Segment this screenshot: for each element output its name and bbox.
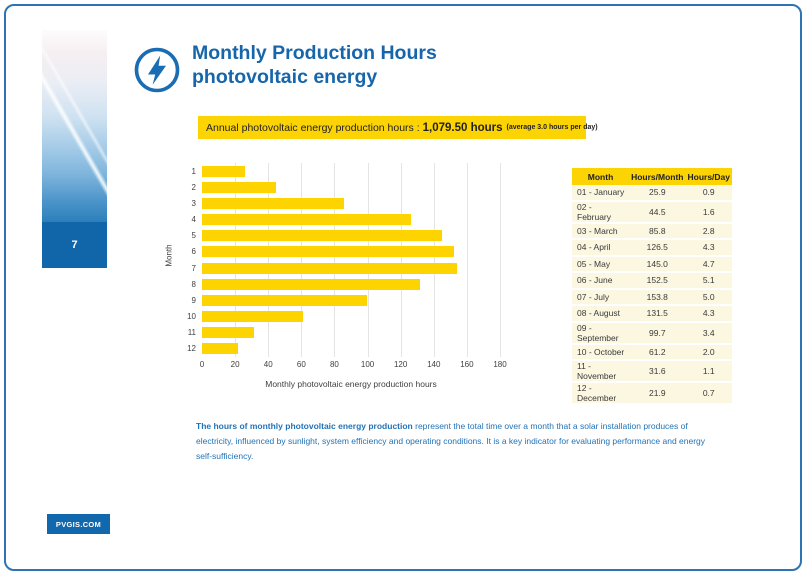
- bar-row: [202, 212, 500, 228]
- x-tick-label: 120: [393, 360, 408, 369]
- table-row: [572, 185, 732, 201]
- table-row: [572, 201, 732, 223]
- y-tick-label: 11: [187, 328, 196, 338]
- y-tick-label: 5: [191, 231, 196, 241]
- table-cell: 131.5: [629, 305, 685, 322]
- table-cell: 0.7: [685, 382, 732, 404]
- y-tick-label: 8: [191, 279, 196, 289]
- table-body: [572, 185, 732, 404]
- table-cell: 126.5: [629, 239, 685, 256]
- bar-row: [202, 163, 500, 179]
- description-bold: The hours of monthly photovoltaic energy production: [196, 421, 413, 431]
- monthly-production-table: [572, 168, 732, 405]
- table-cell: 145.0: [629, 256, 685, 273]
- table-cell: 05 - May: [572, 256, 629, 273]
- y-tick-label: 4: [191, 215, 196, 225]
- bar-row: [202, 309, 500, 325]
- page-number: 7: [42, 222, 107, 268]
- page-title: [192, 41, 437, 89]
- banner-prefix: Annual photovoltaic energy production hours :: [206, 121, 420, 134]
- table-cell: 08 - August: [572, 305, 629, 322]
- bar-month-8: [202, 279, 420, 290]
- y-tick-label: 3: [191, 198, 196, 208]
- table-row: [572, 305, 732, 322]
- bar-month-10: [202, 311, 303, 322]
- table-cell: 25.9: [629, 185, 685, 201]
- table-cell: 4.7: [685, 256, 732, 273]
- bar-month-11: [202, 327, 254, 338]
- bar-row: [202, 325, 500, 341]
- table-cell: 11 - November: [572, 360, 629, 382]
- table-cell: 07 - July: [572, 289, 629, 306]
- chart-plot: [202, 163, 500, 357]
- table-cell: 31.6: [629, 360, 685, 382]
- bar-month-7: [202, 263, 457, 274]
- table-cell: 03 - March: [572, 223, 629, 240]
- table-cell: 10 - October: [572, 344, 629, 361]
- table-cell: 85.8: [629, 223, 685, 240]
- y-tick-label: 1: [191, 166, 196, 176]
- banner-value: 1,079.50 hours: [422, 121, 503, 134]
- y-axis-title: Month: [164, 244, 174, 267]
- table-cell: 02 - February: [572, 201, 629, 223]
- table-cell: 61.2: [629, 344, 685, 361]
- table-header-cell: Hours/Day: [685, 168, 732, 185]
- banner-average: (average 3.0 hours per day): [506, 124, 598, 131]
- x-tick-label: 20: [230, 360, 240, 369]
- x-tick-label: 40: [263, 360, 273, 369]
- table-row: [572, 289, 732, 306]
- bar-month-9: [202, 295, 367, 306]
- table-row: [572, 239, 732, 256]
- x-tick-label: 140: [427, 360, 441, 369]
- table-row: [572, 256, 732, 273]
- table-cell: 2.0: [685, 344, 732, 361]
- table-row: [572, 272, 732, 289]
- bar-month-3: [202, 198, 344, 209]
- chart-bars: [202, 163, 500, 357]
- monthly-production-bar-chart: [164, 163, 513, 403]
- table-cell: 4.3: [685, 239, 732, 256]
- annual-production-banner: [198, 116, 598, 139]
- gridline: [500, 163, 501, 357]
- table-cell: 99.7: [629, 322, 685, 344]
- table-cell: 3.4: [685, 322, 732, 344]
- pvgis-badge: PVGIS.COM: [47, 514, 110, 534]
- y-tick-label: 2: [191, 182, 196, 192]
- x-tick-label: 60: [296, 360, 306, 369]
- table-row: [572, 360, 732, 382]
- table-cell: 1.1: [685, 360, 732, 382]
- page-title-line2: photovoltaic energy: [192, 66, 378, 88]
- table-cell: 0.9: [685, 185, 732, 201]
- table-cell: 06 - June: [572, 272, 629, 289]
- table-cell: 12 - December: [572, 382, 629, 404]
- bar-month-1: [202, 166, 245, 177]
- table-row: [572, 382, 732, 404]
- page-title-line1: Monthly Production Hours: [192, 42, 437, 64]
- table-row: [572, 344, 732, 361]
- bar-row: [202, 276, 500, 292]
- table-header-cell: Month: [572, 168, 629, 185]
- table-row: [572, 322, 732, 344]
- y-tick-label: 7: [191, 263, 196, 273]
- description-rest: represent the total time over a month that a solar installation produces of electricity, influenced by sunlight, system efficiency and operating conditions. It is a key indicator for evaluating performance and energy self-sufficiency.: [196, 421, 706, 461]
- table-cell: 153.8: [629, 289, 685, 306]
- lightning-bolt-icon: [133, 46, 181, 94]
- bar-row: [202, 341, 500, 357]
- table-cell: 5.0: [685, 289, 732, 306]
- table-cell: 4.3: [685, 305, 732, 322]
- bar-row: [202, 195, 500, 211]
- bar-month-5: [202, 230, 442, 241]
- bar-row: [202, 228, 500, 244]
- bar-month-6: [202, 246, 454, 257]
- description-text: [196, 419, 712, 464]
- table-cell: 04 - April: [572, 239, 629, 256]
- sidebar-sky-image: [42, 30, 107, 222]
- x-tick-label: 0: [199, 360, 205, 369]
- x-axis-title: Monthly photovoltaic energy production hours: [265, 379, 437, 389]
- y-axis-tick-labels: [178, 163, 196, 357]
- y-tick-label: 6: [191, 247, 196, 257]
- y-tick-label: 10: [187, 312, 196, 322]
- table-cell: 5.1: [685, 272, 732, 289]
- bar-month-12: [202, 343, 238, 354]
- table-cell: 01 - January: [572, 185, 629, 201]
- x-axis-tick-labels: [199, 360, 507, 372]
- table-header-row: [572, 168, 732, 185]
- table-cell: 09 - September: [572, 322, 629, 344]
- x-tick-label: 160: [460, 360, 474, 369]
- table-cell: 1.6: [685, 201, 732, 223]
- bar-row: [202, 244, 500, 260]
- bar-month-4: [202, 214, 411, 225]
- table-cell: 21.9: [629, 382, 685, 404]
- bar-row: [202, 292, 500, 308]
- table-header-cell: Hours/Month: [629, 168, 685, 185]
- bar-month-2: [202, 182, 276, 193]
- y-tick-label: 12: [187, 344, 196, 354]
- table-row: [572, 223, 732, 240]
- table-cell: 44.5: [629, 201, 685, 223]
- table-cell: 152.5: [629, 272, 685, 289]
- bar-row: [202, 260, 500, 276]
- bar-row: [202, 179, 500, 195]
- x-tick-label: 180: [493, 360, 507, 369]
- table-cell: 2.8: [685, 223, 732, 240]
- x-tick-label: 80: [329, 360, 339, 369]
- x-tick-label: 100: [360, 360, 375, 369]
- y-tick-label: 9: [191, 295, 196, 305]
